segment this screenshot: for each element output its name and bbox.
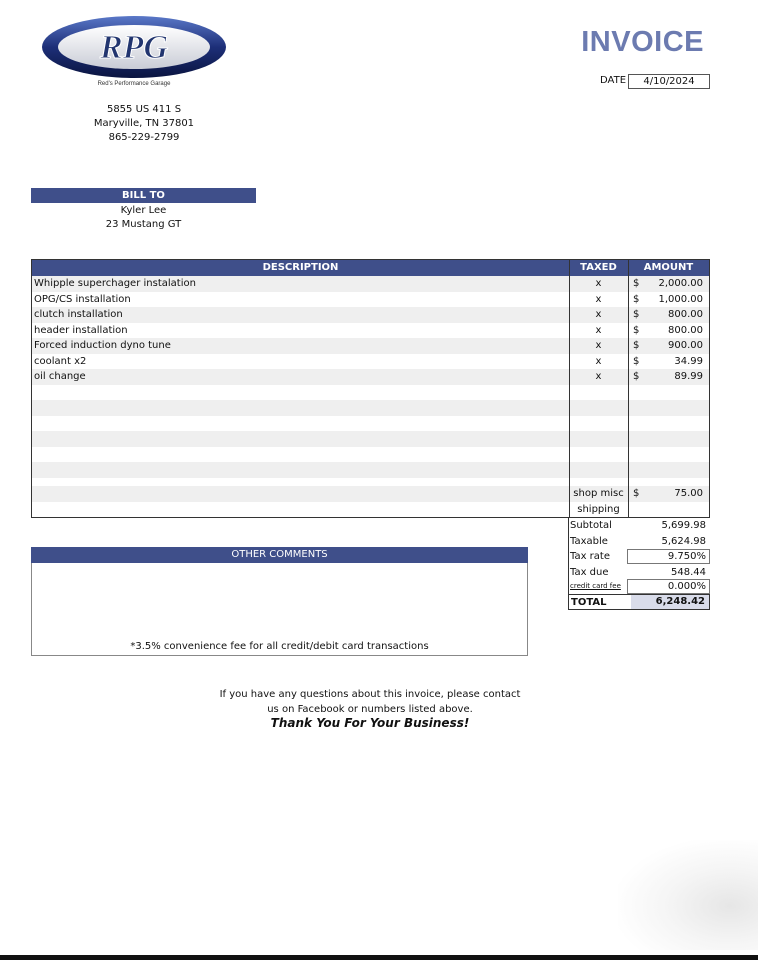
subtotal-row: [568, 518, 710, 534]
item-amount: 800.00: [668, 324, 703, 336]
shipping-label: shipping: [577, 503, 620, 515]
logo-tagline: Red's Performance Garage: [97, 81, 171, 87]
table-row-empty: [32, 462, 709, 478]
item-description: coolant x2: [34, 355, 87, 367]
comments-box: [31, 547, 528, 656]
page-bottom-edge: [0, 955, 758, 960]
item-description: oil change: [34, 371, 86, 382]
table-row-shipping: [32, 502, 709, 518]
company-logo: [40, 14, 228, 90]
column-divider: [569, 260, 570, 517]
tax-due-label: Tax due: [570, 566, 609, 578]
currency-symbol: $: [633, 340, 640, 351]
total-label: TOTAL: [571, 597, 607, 608]
shop-misc-label: shop misc: [573, 488, 624, 499]
tax-rate-label: Tax rate: [570, 551, 610, 562]
bill-to-header: BILL TO: [31, 188, 256, 203]
item-taxed: x: [595, 309, 602, 320]
tax-due-value: 548.44: [671, 566, 706, 578]
item-amount: 900.00: [668, 340, 703, 351]
item-amount: 2,000.00: [658, 278, 703, 289]
date-label: DATE: [600, 75, 627, 86]
line-items-table: [31, 259, 710, 518]
currency-symbol: $: [633, 278, 640, 289]
table-row: [32, 276, 709, 292]
currency-symbol: $: [633, 324, 640, 336]
totals-block: [568, 518, 710, 610]
taxable-value: 5,624.98: [661, 535, 706, 547]
page-glare: [618, 840, 758, 950]
item-description: header installation: [34, 324, 128, 336]
table-row-empty: [32, 385, 709, 401]
item-taxed: x: [595, 293, 602, 305]
company-address-line1: 5855 US 411 S: [106, 104, 182, 115]
comments-header: OTHER COMMENTS: [31, 547, 528, 563]
taxable-row: [568, 534, 710, 550]
comments-note: *3.5% convenience fee for all credit/debit card transactions: [130, 641, 429, 652]
item-taxed: x: [595, 340, 602, 351]
item-description: OPG/CS installation: [34, 293, 131, 305]
tax-rate-value: 9.750%: [667, 551, 706, 562]
item-amount: 34.99: [674, 355, 703, 367]
currency-symbol: $: [633, 371, 640, 382]
table-row-empty: [32, 416, 709, 432]
cc-fee-label: credit card fee: [570, 582, 621, 590]
total-value: 6,248.42: [631, 595, 709, 609]
company-phone: 865-229-2799: [108, 132, 180, 143]
thank-you-message: Thank You For Your Business!: [270, 716, 470, 730]
subtotal-value: 5,699.98: [661, 520, 706, 531]
shop-misc-amount: 75.00: [674, 488, 703, 499]
item-taxed: x: [595, 371, 602, 382]
taxed-column-header: TAXED: [569, 260, 628, 276]
item-amount: 89.99: [674, 371, 703, 382]
item-taxed: x: [595, 324, 602, 336]
date-field: 4/10/2024: [628, 74, 710, 89]
logo-wordmark: RPG: [100, 29, 168, 66]
bill-to-name: Kyler Lee: [120, 205, 167, 216]
item-amount: 800.00: [668, 309, 703, 320]
invoice-title: INVOICE: [581, 26, 704, 58]
table-row: [32, 323, 709, 339]
bill-to-vehicle: 23 Mustang GT: [105, 219, 182, 230]
total-row: [568, 594, 710, 610]
item-taxed: x: [595, 355, 602, 367]
cc-fee-row: [568, 579, 710, 595]
currency-symbol: $: [633, 355, 640, 367]
table-row: [32, 354, 709, 370]
item-description: Forced induction dyno tune: [34, 340, 171, 351]
column-divider: [628, 260, 629, 517]
item-description: Whipple superchager instalation: [34, 278, 196, 289]
cc-fee-value: 0.000%: [667, 581, 706, 592]
footer-line1: If you have any questions about this invoice, please contact: [219, 689, 521, 700]
item-taxed: x: [595, 278, 602, 289]
table-row-shop-misc: [32, 486, 709, 502]
table-row-empty: [32, 447, 709, 463]
company-address-line2: Maryville, TN 37801: [93, 118, 195, 129]
footer-line2: us on Facebook or numbers listed above.: [267, 704, 473, 715]
amount-column-header: AMOUNT: [628, 260, 709, 276]
subtotal-label: Subtotal: [570, 520, 612, 531]
taxable-label: Taxable: [570, 535, 608, 547]
tax-rate-row: [568, 549, 710, 565]
table-row: [32, 369, 709, 385]
table-row-empty: [32, 431, 709, 447]
item-description: clutch installation: [34, 309, 123, 320]
table-row: [32, 307, 709, 323]
table-row: [32, 338, 709, 354]
tax-due-row: [568, 565, 710, 581]
currency-symbol: $: [633, 293, 640, 305]
currency-symbol: $: [633, 309, 640, 320]
table-row-empty: [32, 400, 709, 416]
table-row: [32, 292, 709, 308]
description-column-header: DESCRIPTION: [32, 260, 569, 276]
currency-symbol: $: [633, 488, 640, 499]
item-amount: 1,000.00: [658, 293, 703, 305]
